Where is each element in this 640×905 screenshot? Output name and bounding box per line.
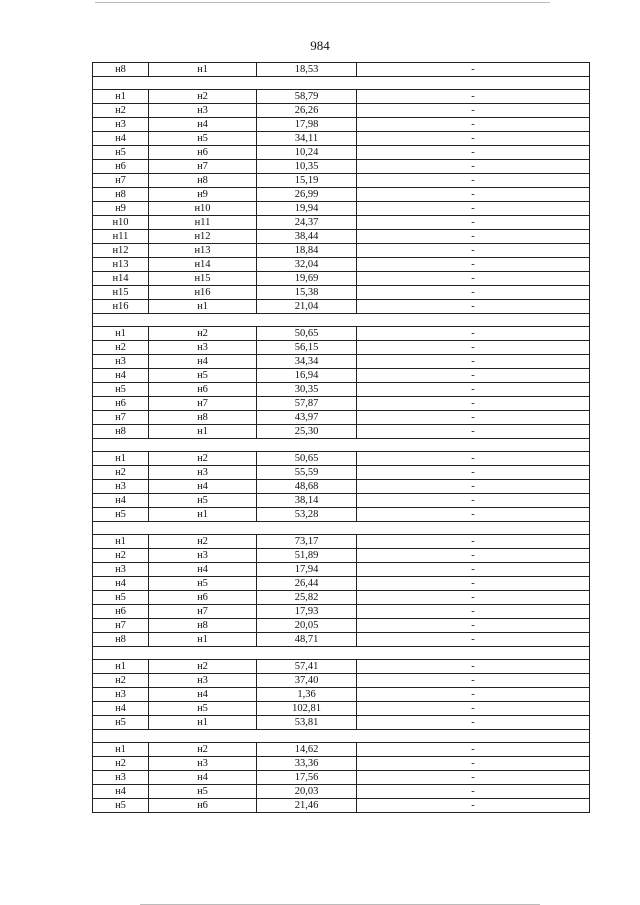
to-point-cell: н4: [149, 480, 257, 494]
length-cell: 21,04: [257, 300, 357, 314]
from-point-cell: н8: [93, 633, 149, 647]
note-cell: -: [357, 452, 590, 466]
table-row: [93, 188, 590, 202]
note-cell: -: [357, 674, 590, 688]
length-cell: 55,59: [257, 466, 357, 480]
to-point-cell: н5: [149, 702, 257, 716]
note-cell: -: [357, 633, 590, 647]
length-cell: 38,14: [257, 494, 357, 508]
from-point-cell: н4: [93, 132, 149, 146]
to-point-cell: н7: [149, 605, 257, 619]
to-point-cell: н13: [149, 244, 257, 258]
table-row: [93, 411, 590, 425]
length-cell: 25,30: [257, 425, 357, 439]
to-point-cell: н5: [149, 785, 257, 799]
table-row: [93, 716, 590, 730]
length-cell: 17,56: [257, 771, 357, 785]
from-point-cell: н4: [93, 494, 149, 508]
table-row: [93, 341, 590, 355]
note-cell: -: [357, 341, 590, 355]
table-row: [93, 258, 590, 272]
to-point-cell: н6: [149, 799, 257, 813]
from-point-cell: н2: [93, 341, 149, 355]
from-point-cell: н3: [93, 118, 149, 132]
to-point-cell: н1: [149, 716, 257, 730]
table-row: [93, 425, 590, 439]
from-point-cell: н6: [93, 160, 149, 174]
section-separator-cell: [93, 439, 590, 452]
note-cell: -: [357, 799, 590, 813]
length-cell: 20,05: [257, 619, 357, 633]
note-cell: -: [357, 355, 590, 369]
note-cell: -: [357, 605, 590, 619]
to-point-cell: н1: [149, 633, 257, 647]
to-point-cell: н2: [149, 660, 257, 674]
length-cell: 15,19: [257, 174, 357, 188]
table-row: [93, 494, 590, 508]
to-point-cell: н12: [149, 230, 257, 244]
length-cell: 26,26: [257, 104, 357, 118]
section-separator-row: [93, 522, 590, 535]
from-point-cell: н5: [93, 383, 149, 397]
to-point-cell: н7: [149, 160, 257, 174]
note-cell: -: [357, 146, 590, 160]
section-separator-row: [93, 314, 590, 327]
note-cell: -: [357, 702, 590, 716]
from-point-cell: н5: [93, 508, 149, 522]
section-separator-row: [93, 730, 590, 743]
to-point-cell: н16: [149, 286, 257, 300]
note-cell: -: [357, 688, 590, 702]
length-cell: 19,94: [257, 202, 357, 216]
table-row: [93, 563, 590, 577]
from-point-cell: н13: [93, 258, 149, 272]
from-point-cell: н12: [93, 244, 149, 258]
note-cell: -: [357, 230, 590, 244]
table-row: [93, 216, 590, 230]
length-cell: 38,44: [257, 230, 357, 244]
from-point-cell: н3: [93, 355, 149, 369]
table-row: [93, 480, 590, 494]
from-point-cell: н3: [93, 563, 149, 577]
length-cell: 32,04: [257, 258, 357, 272]
length-cell: 57,87: [257, 397, 357, 411]
length-cell: 26,99: [257, 188, 357, 202]
from-point-cell: н8: [93, 425, 149, 439]
length-cell: 14,62: [257, 743, 357, 757]
table-row: [93, 90, 590, 104]
to-point-cell: н2: [149, 90, 257, 104]
table-row: [93, 508, 590, 522]
from-point-cell: н5: [93, 716, 149, 730]
note-cell: -: [357, 174, 590, 188]
length-cell: 19,69: [257, 272, 357, 286]
length-cell: 30,35: [257, 383, 357, 397]
note-cell: -: [357, 369, 590, 383]
to-point-cell: н3: [149, 674, 257, 688]
table-row: [93, 104, 590, 118]
table-row: [93, 577, 590, 591]
length-cell: 37,40: [257, 674, 357, 688]
to-point-cell: н5: [149, 494, 257, 508]
table-row: [93, 452, 590, 466]
from-point-cell: н7: [93, 174, 149, 188]
note-cell: -: [357, 535, 590, 549]
table-row: [93, 369, 590, 383]
length-cell: 26,44: [257, 577, 357, 591]
from-point-cell: н2: [93, 549, 149, 563]
to-point-cell: н5: [149, 369, 257, 383]
to-point-cell: н1: [149, 63, 257, 77]
from-point-cell: н5: [93, 799, 149, 813]
from-point-cell: н2: [93, 466, 149, 480]
to-point-cell: н2: [149, 327, 257, 341]
note-cell: -: [357, 425, 590, 439]
length-cell: 17,94: [257, 563, 357, 577]
table-row: [93, 771, 590, 785]
section-separator-cell: [93, 314, 590, 327]
to-point-cell: н4: [149, 563, 257, 577]
to-point-cell: н4: [149, 688, 257, 702]
to-point-cell: н3: [149, 104, 257, 118]
length-cell: 57,41: [257, 660, 357, 674]
section-separator-row: [93, 439, 590, 452]
table-row: [93, 591, 590, 605]
note-cell: -: [357, 300, 590, 314]
from-point-cell: н1: [93, 452, 149, 466]
table-row: [93, 160, 590, 174]
to-point-cell: н4: [149, 355, 257, 369]
to-point-cell: н8: [149, 174, 257, 188]
note-cell: -: [357, 104, 590, 118]
from-point-cell: н1: [93, 90, 149, 104]
from-point-cell: н4: [93, 785, 149, 799]
note-cell: -: [357, 619, 590, 633]
note-cell: -: [357, 660, 590, 674]
note-cell: -: [357, 785, 590, 799]
length-cell: 58,79: [257, 90, 357, 104]
table-row: [93, 132, 590, 146]
note-cell: -: [357, 188, 590, 202]
from-point-cell: н10: [93, 216, 149, 230]
note-cell: -: [357, 757, 590, 771]
table-row: [93, 633, 590, 647]
from-point-cell: н1: [93, 743, 149, 757]
length-cell: 20,03: [257, 785, 357, 799]
to-point-cell: н14: [149, 258, 257, 272]
section-separator-cell: [93, 522, 590, 535]
to-point-cell: н6: [149, 383, 257, 397]
from-point-cell: н7: [93, 619, 149, 633]
from-point-cell: н9: [93, 202, 149, 216]
section-separator-cell: [93, 730, 590, 743]
table-row: [93, 605, 590, 619]
note-cell: -: [357, 286, 590, 300]
table-row: [93, 702, 590, 716]
length-cell: 34,11: [257, 132, 357, 146]
section-separator-cell: [93, 647, 590, 660]
from-point-cell: н11: [93, 230, 149, 244]
length-cell: 53,81: [257, 716, 357, 730]
length-cell: 48,68: [257, 480, 357, 494]
length-cell: 21,46: [257, 799, 357, 813]
to-point-cell: н9: [149, 188, 257, 202]
note-cell: -: [357, 132, 590, 146]
note-cell: -: [357, 577, 590, 591]
note-cell: -: [357, 411, 590, 425]
length-cell: 17,98: [257, 118, 357, 132]
length-cell: 18,84: [257, 244, 357, 258]
to-point-cell: н10: [149, 202, 257, 216]
table-row: [93, 300, 590, 314]
section-separator-row: [93, 647, 590, 660]
note-cell: -: [357, 383, 590, 397]
note-cell: -: [357, 494, 590, 508]
length-cell: 56,15: [257, 341, 357, 355]
table-row: [93, 535, 590, 549]
to-point-cell: н4: [149, 118, 257, 132]
note-cell: -: [357, 202, 590, 216]
note-cell: -: [357, 160, 590, 174]
note-cell: -: [357, 90, 590, 104]
table-row: [93, 757, 590, 771]
to-point-cell: н6: [149, 591, 257, 605]
length-cell: 25,82: [257, 591, 357, 605]
to-point-cell: н5: [149, 577, 257, 591]
note-cell: -: [357, 743, 590, 757]
from-point-cell: н6: [93, 397, 149, 411]
to-point-cell: н8: [149, 619, 257, 633]
length-cell: 50,65: [257, 327, 357, 341]
note-cell: -: [357, 591, 590, 605]
to-point-cell: н7: [149, 397, 257, 411]
to-point-cell: н1: [149, 300, 257, 314]
from-point-cell: н2: [93, 104, 149, 118]
table-row: [93, 63, 590, 77]
to-point-cell: н6: [149, 146, 257, 160]
from-point-cell: н1: [93, 535, 149, 549]
length-cell: 16,94: [257, 369, 357, 383]
to-point-cell: н2: [149, 535, 257, 549]
to-point-cell: н2: [149, 743, 257, 757]
table-row: [93, 619, 590, 633]
table-row: [93, 383, 590, 397]
table-row: [93, 799, 590, 813]
length-cell: 1,36: [257, 688, 357, 702]
from-point-cell: н4: [93, 577, 149, 591]
length-cell: 10,24: [257, 146, 357, 160]
note-cell: -: [357, 216, 590, 230]
table-row: [93, 327, 590, 341]
from-point-cell: н2: [93, 757, 149, 771]
section-separator-cell: [93, 77, 590, 90]
note-cell: -: [357, 563, 590, 577]
length-cell: 50,65: [257, 452, 357, 466]
table-body: [93, 63, 590, 813]
from-point-cell: н6: [93, 605, 149, 619]
table-row: [93, 466, 590, 480]
from-point-cell: н1: [93, 660, 149, 674]
to-point-cell: н8: [149, 411, 257, 425]
from-point-cell: н7: [93, 411, 149, 425]
length-cell: 18,53: [257, 63, 357, 77]
note-cell: -: [357, 549, 590, 563]
to-point-cell: н1: [149, 508, 257, 522]
length-cell: 73,17: [257, 535, 357, 549]
to-point-cell: н3: [149, 466, 257, 480]
length-cell: 17,93: [257, 605, 357, 619]
table-row: [93, 674, 590, 688]
from-point-cell: н5: [93, 591, 149, 605]
to-point-cell: н3: [149, 341, 257, 355]
from-point-cell: н4: [93, 702, 149, 716]
note-cell: -: [357, 480, 590, 494]
from-point-cell: н4: [93, 369, 149, 383]
length-cell: 33,36: [257, 757, 357, 771]
note-cell: -: [357, 272, 590, 286]
length-cell: 43,97: [257, 411, 357, 425]
note-cell: -: [357, 244, 590, 258]
from-point-cell: н15: [93, 286, 149, 300]
length-cell: 51,89: [257, 549, 357, 563]
from-point-cell: н5: [93, 146, 149, 160]
to-point-cell: н3: [149, 549, 257, 563]
from-point-cell: н3: [93, 771, 149, 785]
from-point-cell: н14: [93, 272, 149, 286]
table-row: [93, 688, 590, 702]
length-cell: 53,28: [257, 508, 357, 522]
from-point-cell: н2: [93, 674, 149, 688]
section-separator-row: [93, 77, 590, 90]
table-row: [93, 355, 590, 369]
table-row: [93, 660, 590, 674]
table-row: [93, 118, 590, 132]
to-point-cell: н4: [149, 771, 257, 785]
note-cell: -: [357, 258, 590, 272]
note-cell: -: [357, 118, 590, 132]
to-point-cell: н11: [149, 216, 257, 230]
to-point-cell: н1: [149, 425, 257, 439]
from-point-cell: н3: [93, 480, 149, 494]
table-row: [93, 244, 590, 258]
note-cell: -: [357, 397, 590, 411]
page-number: 984: [310, 38, 330, 53]
from-point-cell: н16: [93, 300, 149, 314]
to-point-cell: н2: [149, 452, 257, 466]
note-cell: -: [357, 327, 590, 341]
table-row: [93, 230, 590, 244]
table-row: [93, 397, 590, 411]
from-point-cell: н1: [93, 327, 149, 341]
boundary-points-table: [92, 62, 590, 813]
length-cell: 24,37: [257, 216, 357, 230]
from-point-cell: н8: [93, 188, 149, 202]
length-cell: 10,35: [257, 160, 357, 174]
table-row: [93, 743, 590, 757]
note-cell: -: [357, 771, 590, 785]
note-cell: -: [357, 63, 590, 77]
table-row: [93, 549, 590, 563]
table-row: [93, 286, 590, 300]
from-point-cell: н3: [93, 688, 149, 702]
length-cell: 102,81: [257, 702, 357, 716]
to-point-cell: н3: [149, 757, 257, 771]
from-point-cell: н8: [93, 63, 149, 77]
length-cell: 15,38: [257, 286, 357, 300]
table-row: [93, 272, 590, 286]
table-row: [93, 146, 590, 160]
to-point-cell: н15: [149, 272, 257, 286]
note-cell: -: [357, 716, 590, 730]
table-row: [93, 174, 590, 188]
table-row: [93, 202, 590, 216]
top-scan-rule: [95, 2, 550, 3]
to-point-cell: н5: [149, 132, 257, 146]
note-cell: -: [357, 466, 590, 480]
note-cell: -: [357, 508, 590, 522]
length-cell: 34,34: [257, 355, 357, 369]
length-cell: 48,71: [257, 633, 357, 647]
table-row: [93, 785, 590, 799]
